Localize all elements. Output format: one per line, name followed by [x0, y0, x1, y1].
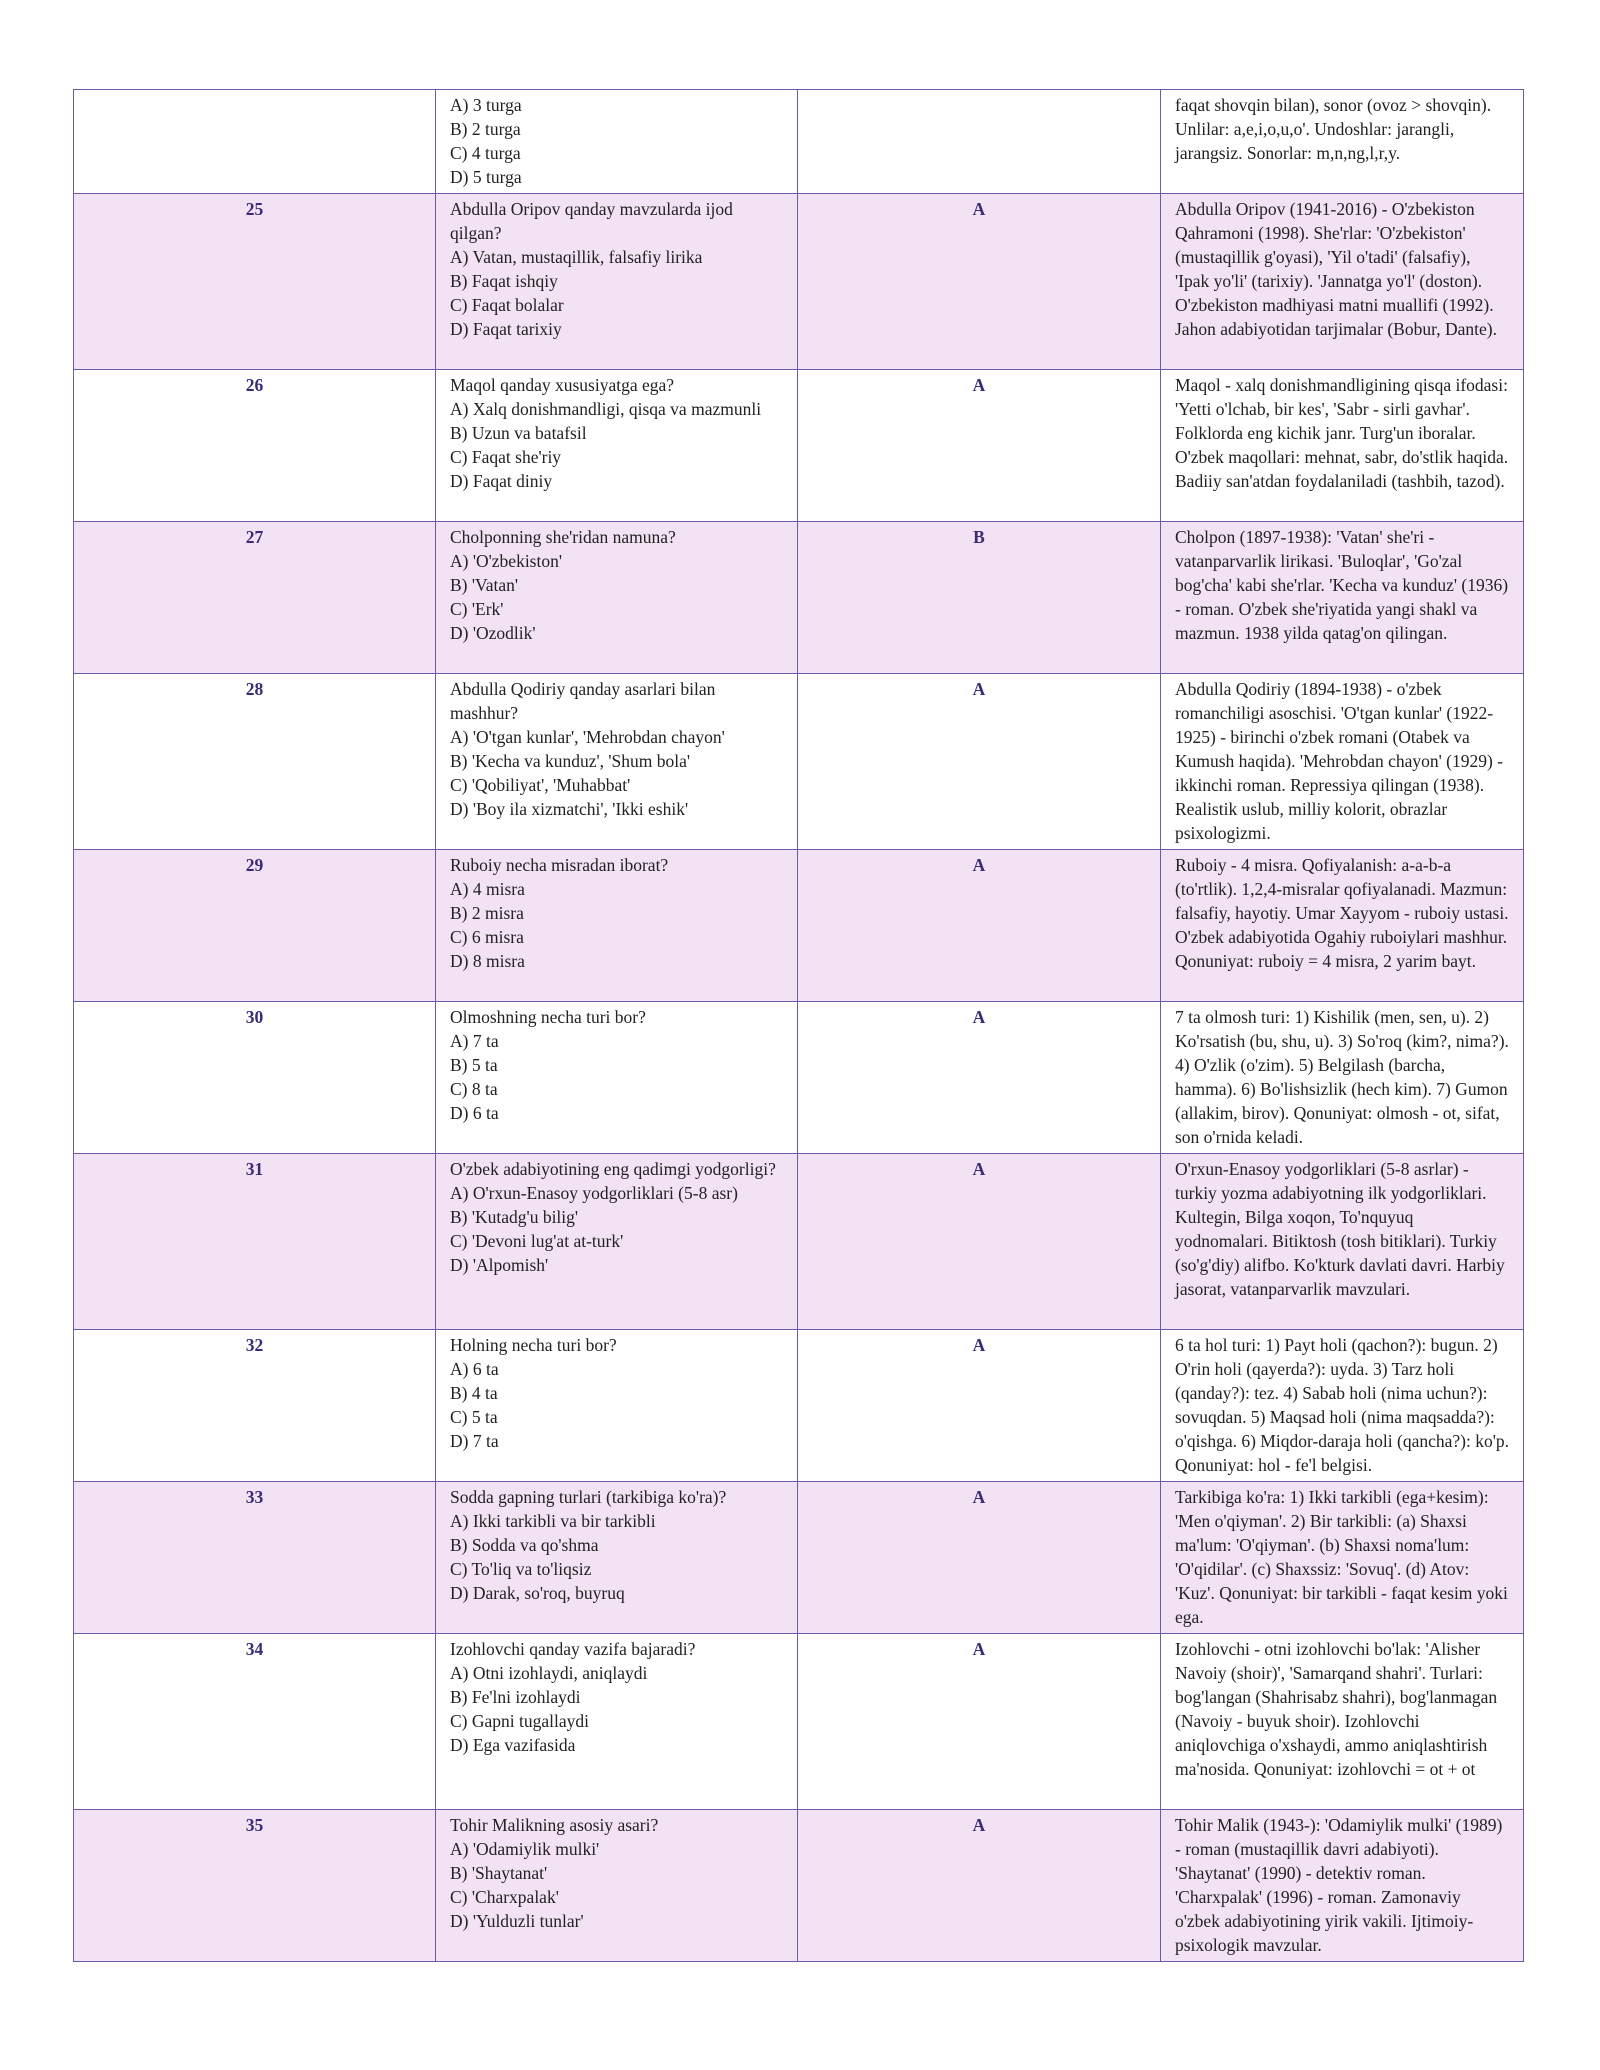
explanation: Maqol - xalq donishmandligining qisqa ifodasi: 'Yetti o'lchab, bir kes', 'Sabr - sirli gavhar'. Folklorda eng kichik janr. Turg'un iboralar. O'zbek maqollari: mehnat, sabr, do'stlik haqida. Badiiy san'atdan foydalaniladi (tashbih, tazod). [1161, 370, 1524, 522]
answer-option: C) 'Erk' [450, 599, 504, 619]
question-number: 35 [74, 1810, 436, 1962]
question-cell [436, 194, 798, 370]
table-row [74, 1002, 1524, 1154]
correct-answer: A [798, 1154, 1161, 1330]
explanation: Abdulla Oripov (1941-2016) - O'zbekiston Qahramoni (1998). She'rlar: 'O'zbekiston' (mustaqillik g'oyasi), 'Yil o'tadi' (falsafiy), 'Ipak yo'li' (tarixiy). 'Jannatga yo'l' (doston). O'zbekiston madhiyasi matni muallifi (1992). Jahon adabiyotidan tarjimalar (Bobur, Dante). [1161, 194, 1524, 370]
question-cell [436, 1002, 798, 1154]
correct-answer: A [798, 1330, 1161, 1482]
answer-option: D) Faqat tarixiy [450, 319, 562, 339]
answer-option: A) 'O'tgan kunlar', 'Mehrobdan chayon' [450, 727, 725, 747]
question-cell [436, 90, 798, 194]
correct-answer: A [798, 194, 1161, 370]
answer-option: B) 'Vatan' [450, 575, 519, 595]
question-cell [436, 850, 798, 1002]
answer-option: D) Darak, so'roq, buyruq [450, 1583, 625, 1603]
answer-option: B) Uzun va batafsil [450, 423, 587, 443]
answer-option: C) To'liq va to'liqsiz [450, 1559, 592, 1579]
question-cell [436, 1154, 798, 1330]
correct-answer: A [798, 850, 1161, 1002]
explanation: O'rxun-Enasoy yodgorliklari (5-8 asrlar) - turkiy yozma adabiyotning ilk yodgorliklari. Kultegin, Bilga xoqon, To'nquyuq yodnomalari. Bitiktosh (tosh bitiklari). Turkiy (so'g'diy) alifbo. Ko'kturk davlati davri. Harbiy jasorat, vatanparvarlik mavzulari. [1161, 1154, 1524, 1330]
question-cell [436, 1634, 798, 1810]
question-text: Abdulla Qodiriy qanday asarlari bilan mashhur? [450, 679, 716, 723]
question-cell [436, 370, 798, 522]
question-number: 31 [74, 1154, 436, 1330]
answer-option: D) 8 misra [450, 951, 525, 971]
answer-option: A) 'O'zbekiston' [450, 551, 563, 571]
question-text: Holning necha turi bor? [450, 1335, 617, 1355]
answer-option: C) 'Devoni lug'at at-turk' [450, 1231, 624, 1251]
question-cell [436, 1482, 798, 1634]
question-cell [436, 522, 798, 674]
answer-option: D) 'Yulduzli tunlar' [450, 1911, 584, 1931]
table-row [74, 674, 1524, 850]
answer-option: A) O'rxun-Enasoy yodgorliklari (5-8 asr) [450, 1183, 738, 1203]
question-number: 30 [74, 1002, 436, 1154]
question-number: 33 [74, 1482, 436, 1634]
answer-option: A) Otni izohlaydi, aniqlaydi [450, 1663, 648, 1683]
answer-option: C) 'Qobiliyat', 'Muhabbat' [450, 775, 631, 795]
correct-answer: A [798, 1482, 1161, 1634]
answer-option: A) 7 ta [450, 1031, 499, 1051]
correct-answer: A [798, 674, 1161, 850]
answer-option: A) 'Odamiylik mulki' [450, 1839, 600, 1859]
question-number: 27 [74, 522, 436, 674]
table-row [74, 90, 1524, 194]
answer-option: C) 5 ta [450, 1407, 498, 1427]
answer-option: A) 6 ta [450, 1359, 499, 1379]
question-cell [436, 1810, 798, 1962]
answer-option: C) Faqat she'riy [450, 447, 562, 467]
answer-option: D) Ega vazifasida [450, 1735, 576, 1755]
correct-answer: B [798, 522, 1161, 674]
quiz-table-body [74, 90, 1524, 1962]
table-row [74, 370, 1524, 522]
answer-option: D) 'Alpomish' [450, 1255, 549, 1275]
answer-option: B) 'Kutadg'u bilig' [450, 1207, 579, 1227]
question-cell [436, 674, 798, 850]
answer-option: B) 4 ta [450, 1383, 498, 1403]
question-cell [436, 1330, 798, 1482]
question-text: Tohir Malikning asosiy asari? [450, 1815, 659, 1835]
explanation: Cholpon (1897-1938): 'Vatan' she'ri - vatanparvarlik lirikasi. 'Buloqlar', 'Go'zal bog'cha' kabi she'rlar. 'Kecha va kunduz' (1936) - roman. O'zbek she'riyatida yangi shakl va mazmun. 1938 yilda qatag'on qilingan. [1161, 522, 1524, 674]
question-text: Sodda gapning turlari (tarkibiga ko'ra)? [450, 1487, 727, 1507]
question-text: O'zbek adabiyotining eng qadimgi yodgorligi? [450, 1159, 776, 1179]
answer-option: B) 2 misra [450, 903, 524, 923]
question-text: Cholponning she'ridan namuna? [450, 527, 676, 547]
question-text: Izohlovchi qanday vazifa bajaradi? [450, 1639, 696, 1659]
explanation: 7 ta olmosh turi: 1) Kishilik (men, sen, u). 2) Ko'rsatish (bu, shu, u). 3) So'roq (kim?, nima?). 4) O'zlik (o'zim). 5) Belgilash (barcha, hamma). 6) Bo'lishsizlik (hech kim). 7) Gumon (allakim, birov). Qonuniyat: olmosh - ot, sifat, son o'rnida keladi. [1161, 1002, 1524, 1154]
table-row [74, 1634, 1524, 1810]
explanation: faqat shovqin bilan), sonor (ovoz > shovqin). Unlilar: a,e,i,o,u,o'. Undoshlar: jarangli, jarangsiz. Sonorlar: m,n,ng,l,r,y. [1161, 90, 1524, 194]
correct-answer: A [798, 1002, 1161, 1154]
table-row [74, 1810, 1524, 1962]
question-number: 29 [74, 850, 436, 1002]
question-number: 25 [74, 194, 436, 370]
answer-option: A) Ikki tarkibli va bir tarkibli [450, 1511, 656, 1531]
answer-option: B) 'Kecha va kunduz', 'Shum bola' [450, 751, 691, 771]
answer-option: A) Vatan, mustaqillik, falsafiy lirika [450, 247, 703, 267]
correct-answer: A [798, 1634, 1161, 1810]
quiz-table [73, 89, 1524, 1962]
question-number: 32 [74, 1330, 436, 1482]
answer-option: B) 'Shaytanat' [450, 1863, 548, 1883]
table-row [74, 1482, 1524, 1634]
explanation: Tohir Malik (1943-): 'Odamiylik mulki' (1989) - roman (mustaqillik davri adabiyoti). 'Shaytanat' (1990) - detektiv roman. 'Charxpalak' (1996) - roman. Zamonaviy o'zbek adabiyotining yirik vakili. Ijtimoiy-psixologik mavzular. [1161, 1810, 1524, 1962]
answer-option: C) 'Charxpalak' [450, 1887, 559, 1907]
table-row [74, 1154, 1524, 1330]
answer-option: B) 2 turga [450, 119, 521, 139]
answer-option: C) 4 turga [450, 143, 521, 163]
explanation: Abdulla Qodiriy (1894-1938) - o'zbek romanchiligi asoschisi. 'O'tgan kunlar' (1922-1925) - birinchi o'zbek romani (Otabek va Kumush haqida). 'Mehrobdan chayon' (1929) - ikkinchi roman. Repressiya qilingan (1938). Realistik uslub, milliy kolorit, obrazlar psixologizmi. [1161, 674, 1524, 850]
answer-option: B) Faqat ishqiy [450, 271, 558, 291]
table-row [74, 194, 1524, 370]
answer-option: B) Sodda va qo'shma [450, 1535, 599, 1555]
table-row [74, 850, 1524, 1002]
explanation: 6 ta hol turi: 1) Payt holi (qachon?): bugun. 2) O'rin holi (qayerda?): uyda. 3) Tarz holi (qanday?): tez. 4) Sabab holi (nima uchun?): sovuqdan. 5) Maqsad holi (nima maqsadda?): o'qishga. 6) Miqdor-daraja holi (qancha?): ko'p. Qonuniyat: hol - fe'l belgisi. [1161, 1330, 1524, 1482]
table-row [74, 1330, 1524, 1482]
question-number: 26 [74, 370, 436, 522]
answer-option: D) 7 ta [450, 1431, 499, 1451]
question-number [74, 90, 436, 194]
table-row [74, 522, 1524, 674]
question-text: Maqol qanday xususiyatga ega? [450, 375, 675, 395]
answer-option: D) 6 ta [450, 1103, 499, 1123]
answer-option: D) 'Ozodlik' [450, 623, 536, 643]
correct-answer: A [798, 1810, 1161, 1962]
explanation: Tarkibiga ko'ra: 1) Ikki tarkibli (ega+kesim): 'Men o'qiyman'. 2) Bir tarkibli: (a) Shaxsi ma'lum: 'O'qiyman'. (b) Shaxsi noma'lum: 'O'qidilar'. (c) Shaxssiz: 'Sovuq'. (d) Atov: 'Kuz'. Qonuniyat: bir tarkibli - faqat kesim yoki ega. [1161, 1482, 1524, 1634]
answer-option: C) Gapni tugallaydi [450, 1711, 590, 1731]
answer-option: A) Xalq donishmandligi, qisqa va mazmunli [450, 399, 762, 419]
question-number: 28 [74, 674, 436, 850]
answer-option: C) Faqat bolalar [450, 295, 564, 315]
explanation: Izohlovchi - otni izohlovchi bo'lak: 'Alisher Navoiy (shoir)', 'Samarqand shahri'. Turlari: bog'langan (Shahrisabz shahri), bog'lanmagan (Navoiy - buyuk shoir). Izohlovchi aniqlovchiga o'xshaydi, ammo aniqlashtirish ma'nosida. Qonuniyat: izohlovchi = ot + ot [1161, 1634, 1524, 1810]
correct-answer [798, 90, 1161, 194]
question-number: 34 [74, 1634, 436, 1810]
explanation: Ruboiy - 4 misra. Qofiyalanish: a-a-b-a (to'rtlik). 1,2,4-misralar qofiyalanadi. Mazmun: falsafiy, hayotiy. Umar Xayyom - ruboiy ustasi. O'zbek adabiyotida Ogahiy ruboiylari mashhur. Qonuniyat: ruboiy = 4 misra, 2 yarim bayt. [1161, 850, 1524, 1002]
answer-option: D) 'Boy ila xizmatchi', 'Ikki eshik' [450, 799, 689, 819]
answer-option: A) 4 misra [450, 879, 525, 899]
answer-option: B) Fe'lni izohlaydi [450, 1687, 581, 1707]
question-text: Abdulla Oripov qanday mavzularda ijod qilgan? [450, 199, 733, 243]
answer-option: A) 3 turga [450, 95, 522, 115]
answer-option: D) 5 turga [450, 167, 522, 187]
question-text: Ruboiy necha misradan iborat? [450, 855, 669, 875]
answer-option: D) Faqat diniy [450, 471, 553, 491]
correct-answer: A [798, 370, 1161, 522]
answer-option: C) 8 ta [450, 1079, 498, 1099]
answer-option: C) 6 misra [450, 927, 524, 947]
answer-option: B) 5 ta [450, 1055, 498, 1075]
question-text: Olmoshning necha turi bor? [450, 1007, 646, 1027]
